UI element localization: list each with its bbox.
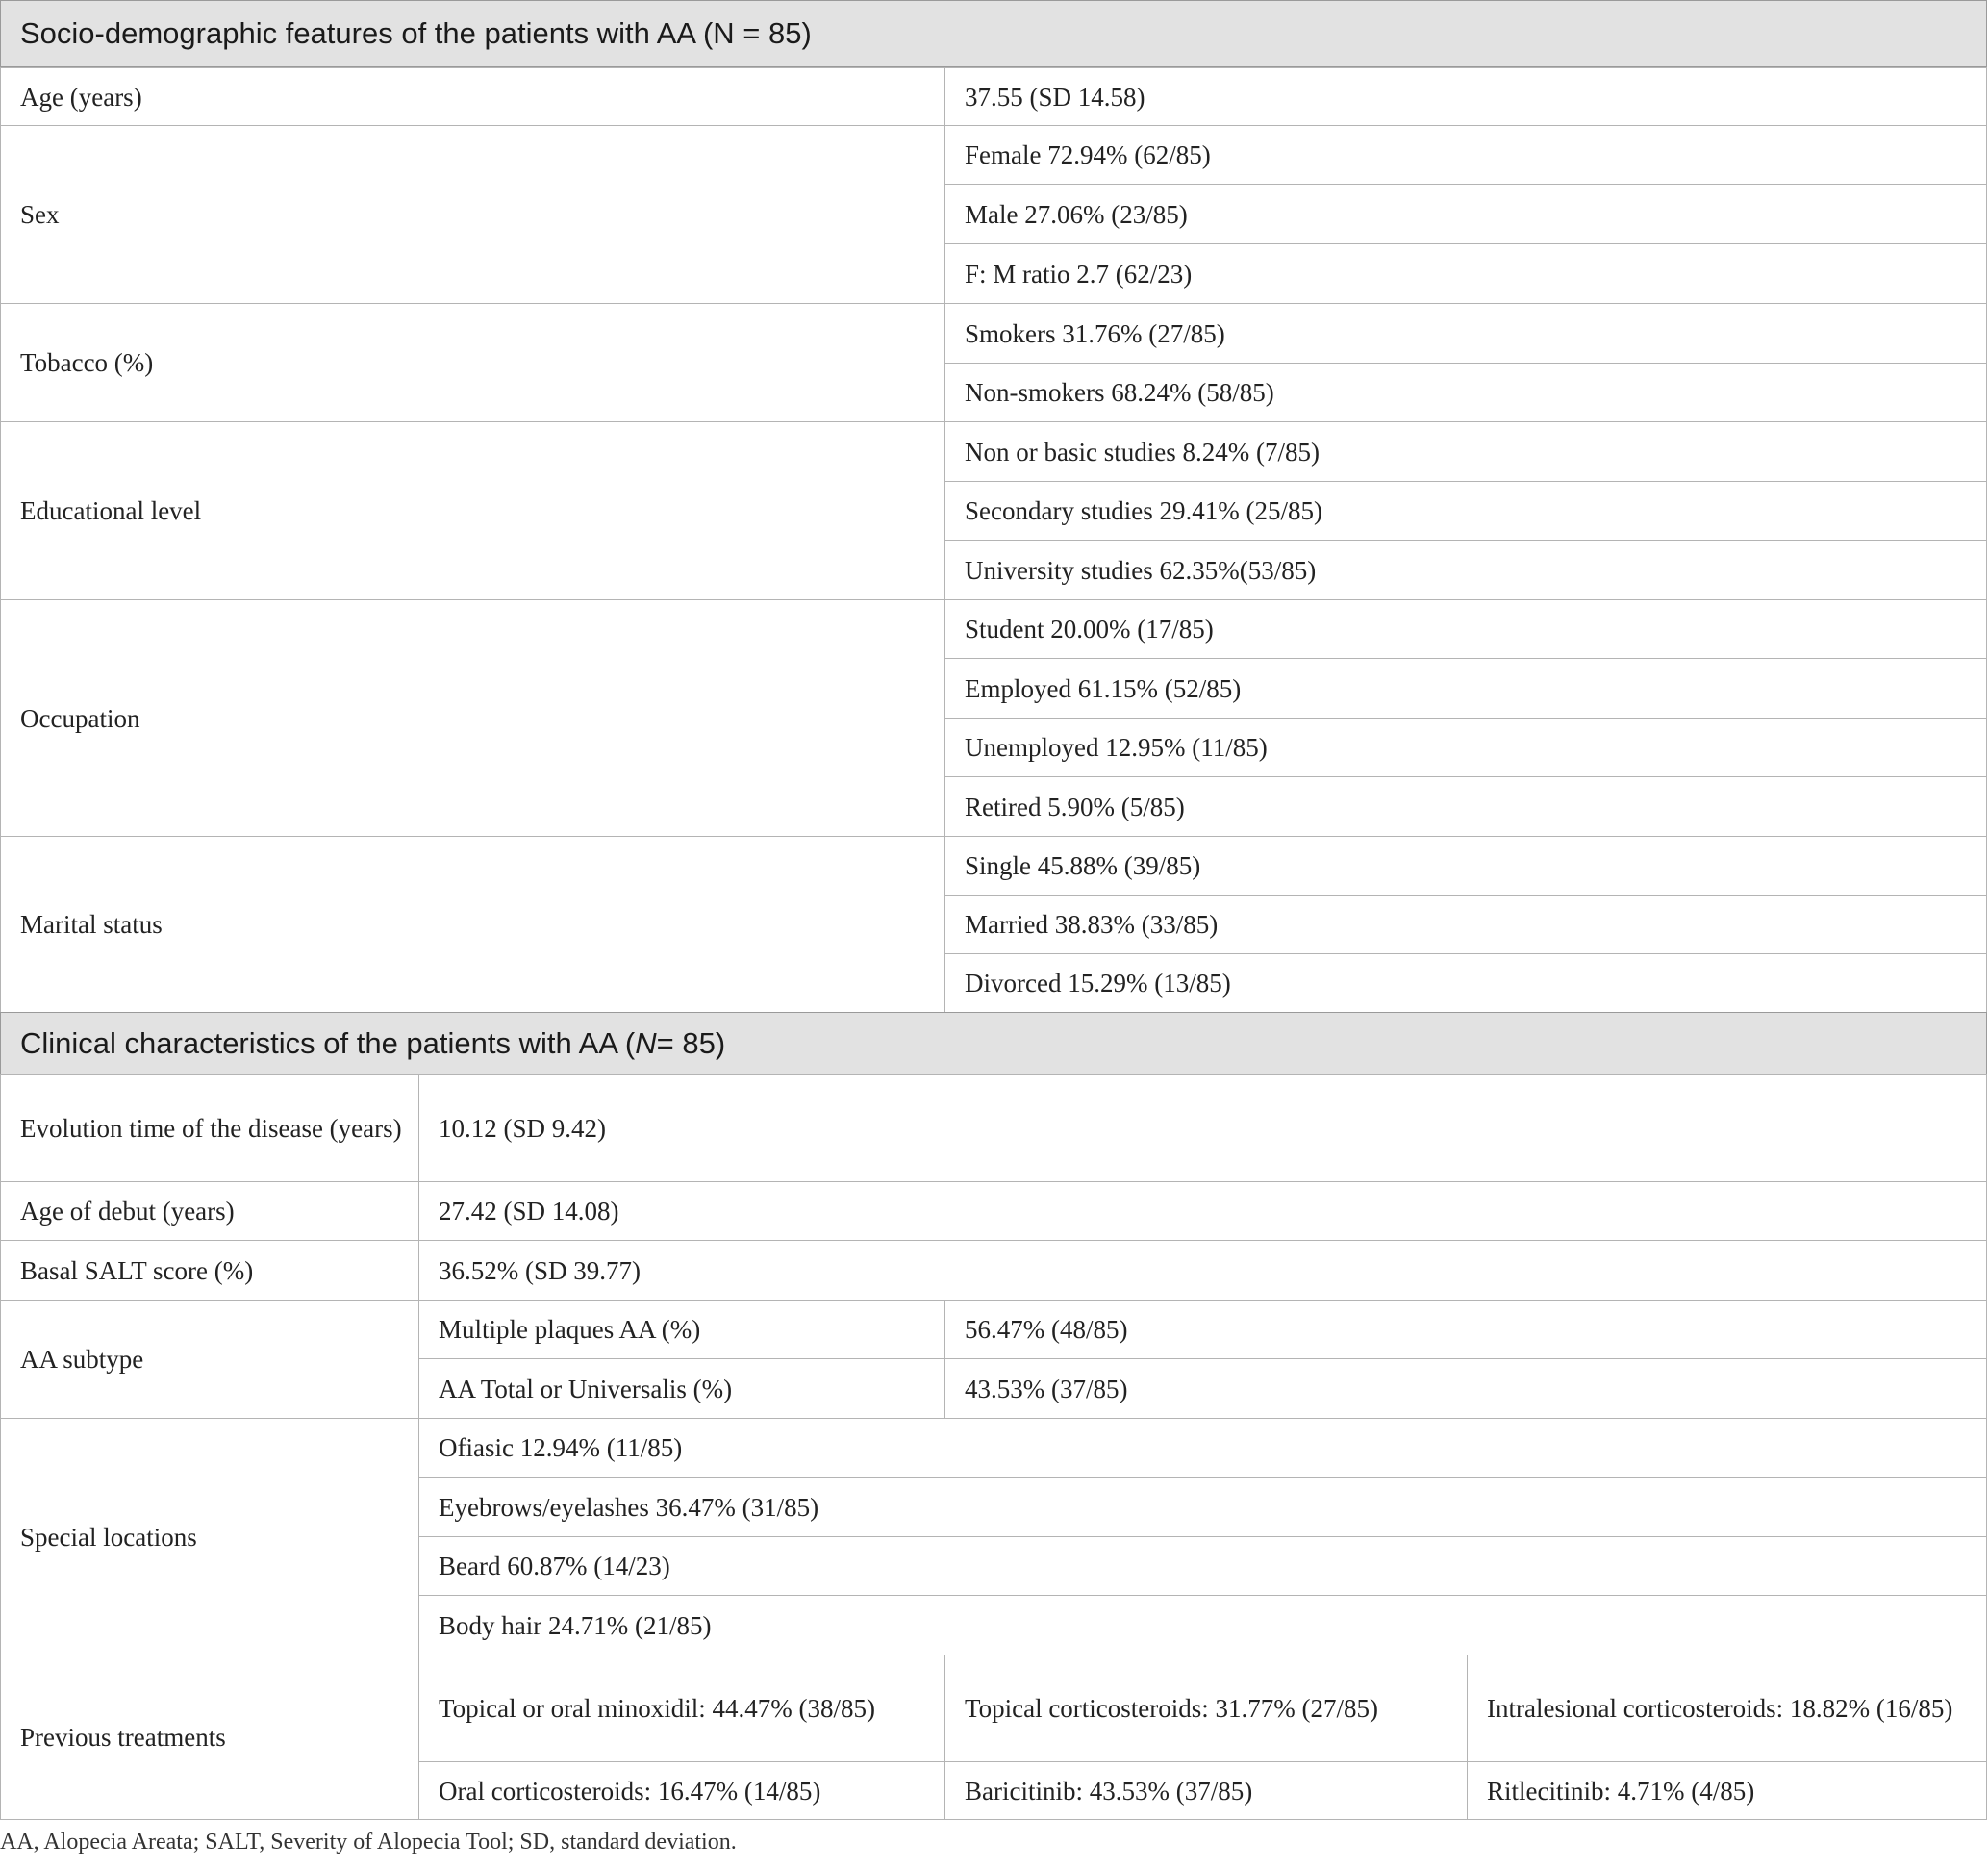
salt-label: Basal SALT score (%)	[0, 1240, 419, 1301]
evolution-value: 10.12 (SD 9.42)	[418, 1074, 1987, 1182]
treatment-value: Topical or oral minoxidil: 44.47% (38/85)	[418, 1655, 945, 1762]
treatment-value: Intralesional corticosteroids: 18.82% (16/85)	[1467, 1655, 1987, 1762]
location-value: Beard 60.87% (14/23)	[418, 1536, 1987, 1596]
debut-value: 27.42 (SD 14.08)	[418, 1181, 1987, 1241]
location-value: Ofiasic 12.94% (11/85)	[418, 1418, 1987, 1478]
table-footnote: AA, Alopecia Areata; SALT, Severity of Alopecia Tool; SD, standard deviation.	[0, 1830, 737, 1855]
treatment-value: Oral corticosteroids: 16.47% (14/85)	[418, 1761, 945, 1820]
subtype-name: Multiple plaques AA (%)	[418, 1300, 945, 1359]
education-label: Educational level	[0, 421, 945, 600]
salt-value: 36.52% (SD 39.77)	[418, 1240, 1987, 1301]
education-value: Non or basic studies 8.24% (7/85)	[944, 421, 1987, 482]
sociodemographic-header-text: Socio-demographic features of the patients with AA (N = 85)	[20, 16, 812, 50]
treatments-label: Previous treatments	[0, 1655, 419, 1820]
occupation-value: Employed 61.15% (52/85)	[944, 658, 1987, 719]
occupation-value: Student 20.00% (17/85)	[944, 599, 1987, 659]
marital-value: Married 38.83% (33/85)	[944, 895, 1987, 954]
subtype-name: AA Total or Universalis (%)	[418, 1358, 945, 1419]
occupation-label: Occupation	[0, 599, 945, 837]
education-value: University studies 62.35%(53/85)	[944, 540, 1987, 600]
sex-label: Sex	[0, 125, 945, 304]
marital-value: Single 45.88% (39/85)	[944, 836, 1987, 896]
treatment-value: Topical corticosteroids: 31.77% (27/85)	[944, 1655, 1468, 1762]
location-value: Body hair 24.71% (21/85)	[418, 1595, 1987, 1655]
occupation-value: Retired 5.90% (5/85)	[944, 776, 1987, 837]
clinical-header-suffix: = 85)	[656, 1026, 726, 1060]
treatment-value: Ritlecitinib: 4.71% (4/85)	[1467, 1761, 1987, 1820]
locations-label: Special locations	[0, 1418, 419, 1655]
marital-label: Marital status	[0, 836, 945, 1013]
clinical-header-n: N	[635, 1026, 657, 1060]
evolution-label: Evolution time of the disease (years)	[0, 1074, 419, 1182]
marital-value: Divorced 15.29% (13/85)	[944, 953, 1987, 1013]
tobacco-value: Non-smokers 68.24% (58/85)	[944, 363, 1987, 422]
treatment-value: Baricitinib: 43.53% (37/85)	[944, 1761, 1468, 1820]
age-label: Age (years)	[0, 67, 945, 126]
sex-value: Female 72.94% (62/85)	[944, 125, 1987, 185]
debut-label: Age of debut (years)	[0, 1181, 419, 1241]
education-value: Secondary studies 29.41% (25/85)	[944, 481, 1987, 541]
tobacco-value: Smokers 31.76% (27/85)	[944, 303, 1987, 364]
sociodemographic-header	[0, 0, 1987, 67]
clinical-header	[0, 1012, 1987, 1075]
tobacco-label: Tobacco (%)	[0, 303, 945, 422]
clinical-header-prefix: Clinical characteristics of the patients with AA (	[20, 1026, 636, 1060]
sex-value: F: M ratio 2.7 (62/23)	[944, 243, 1987, 304]
sex-value: Male 27.06% (23/85)	[944, 184, 1987, 244]
subtype-value: 56.47% (48/85)	[944, 1300, 1987, 1359]
subtype-label: AA subtype	[0, 1300, 419, 1419]
subtype-value: 43.53% (37/85)	[944, 1358, 1987, 1419]
location-value: Eyebrows/eyelashes 36.47% (31/85)	[418, 1477, 1987, 1537]
occupation-value: Unemployed 12.95% (11/85)	[944, 718, 1987, 777]
age-value: 37.55 (SD 14.58)	[944, 67, 1987, 126]
